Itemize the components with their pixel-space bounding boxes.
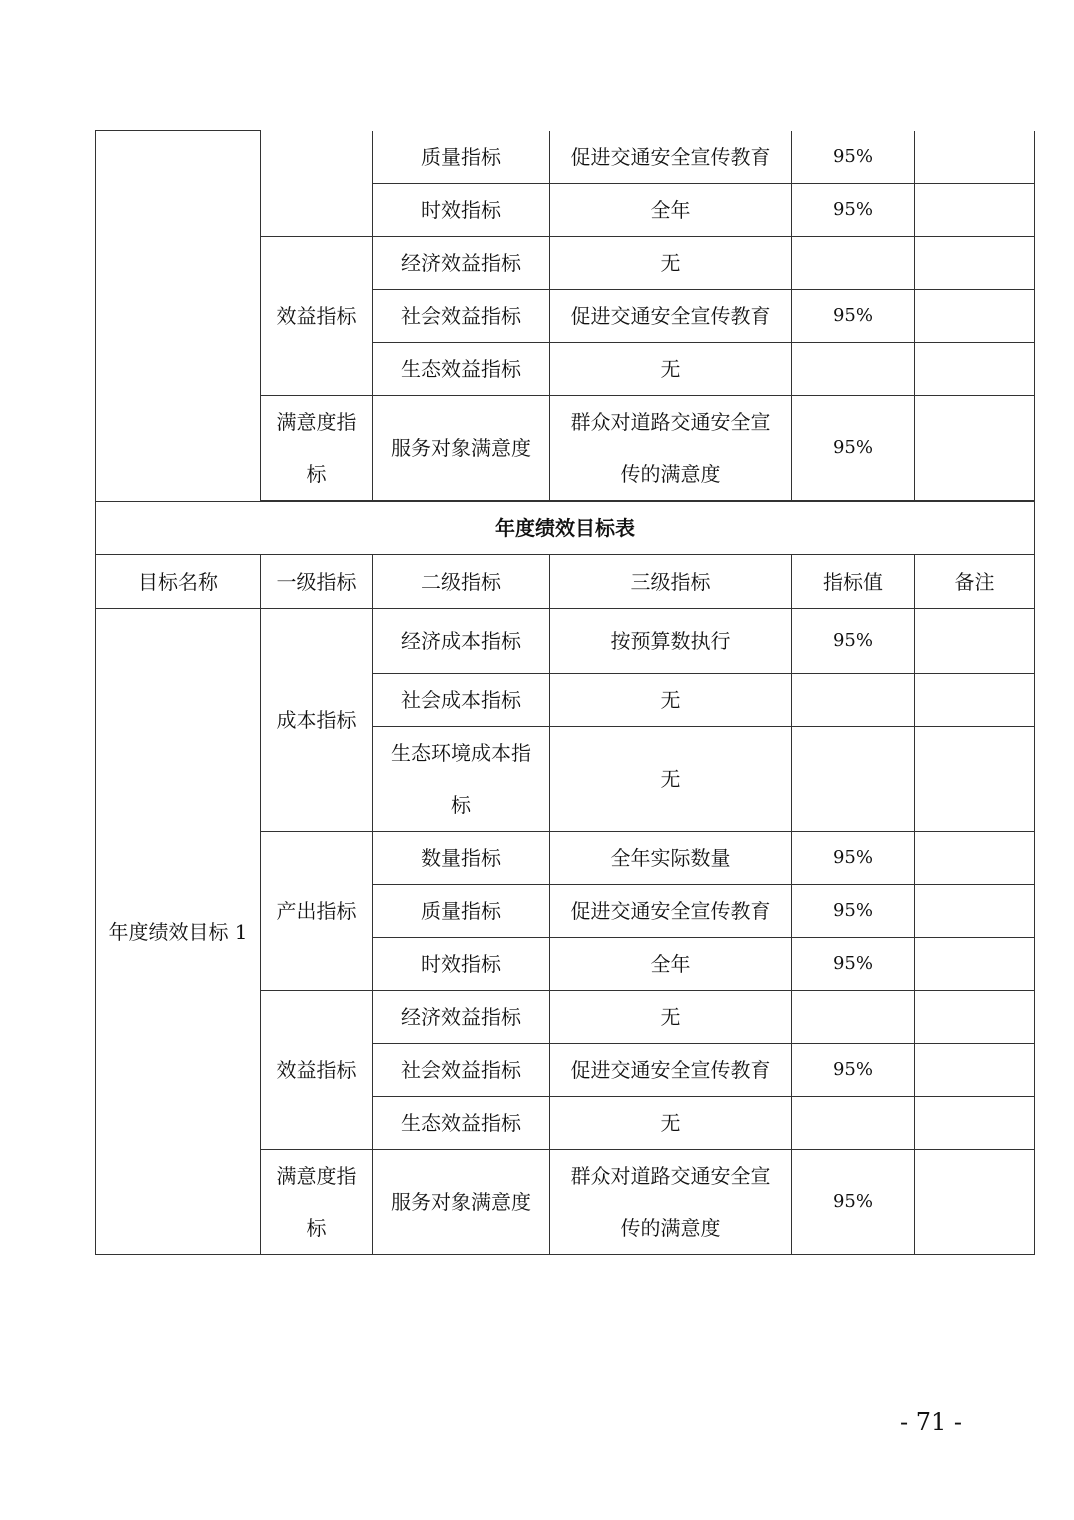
note-cell (915, 343, 1035, 396)
note-cell (915, 131, 1035, 184)
level3-cell: 按预算数执行 (550, 609, 792, 674)
level2-line: 标 (451, 793, 471, 817)
level3-cell: 促进交通安全宣传教育 (550, 131, 792, 184)
note-cell (915, 290, 1035, 343)
level1-cell (261, 1150, 373, 1255)
level2-cell: 时效指标 (373, 938, 550, 991)
value-cell (792, 237, 915, 290)
value-cell: 95% (792, 885, 915, 938)
level3-cell: 全年 (550, 938, 792, 991)
table-row (96, 131, 1035, 184)
level3-cell: 无 (550, 1097, 792, 1150)
performance-table (95, 130, 1035, 1255)
value-cell: 95% (792, 131, 915, 184)
value-cell: 95% (792, 396, 915, 501)
note-cell (915, 1150, 1035, 1255)
level3-line: 群众对道路交通安全宣 (570, 410, 771, 434)
value-cell: 95% (792, 290, 915, 343)
header-level2: 二级指标 (373, 555, 550, 609)
level1-cell: 成本指标 (261, 609, 373, 832)
level1-cell: 产出指标 (261, 832, 373, 991)
level2-cell: 数量指标 (373, 832, 550, 885)
header-goal-name: 目标名称 (96, 555, 261, 609)
level3-cell: 无 (550, 237, 792, 290)
level1-line: 标 (306, 1216, 327, 1240)
level2-cell: 服务对象满意度 (373, 396, 550, 501)
table-title: 年度绩效目标表 (96, 502, 1035, 555)
header-row (96, 555, 1035, 609)
level3-cell: 促进交通安全宣传教育 (550, 885, 792, 938)
note-cell (915, 991, 1035, 1044)
level2-cell: 经济效益指标 (373, 237, 550, 290)
note-cell (915, 184, 1035, 237)
goal-name-cell-continued (96, 131, 261, 502)
goal-name-cell: 年度绩效目标 1 (96, 609, 261, 1255)
level2-cell: 服务对象满意度 (373, 1150, 550, 1255)
level2-cell (373, 727, 550, 832)
level3-line: 传的满意度 (620, 1216, 721, 1240)
header-value: 指标值 (792, 555, 915, 609)
level2-cell: 社会成本指标 (373, 674, 550, 727)
note-cell (915, 938, 1035, 991)
header-level1: 一级指标 (261, 555, 373, 609)
level3-cell (550, 396, 792, 501)
level3-line: 传的满意度 (620, 462, 721, 486)
level3-cell: 促进交通安全宣传教育 (550, 290, 792, 343)
value-cell (792, 1097, 915, 1150)
value-cell: 95% (792, 832, 915, 885)
level1-cell-continued (261, 131, 373, 237)
level3-cell: 无 (550, 674, 792, 727)
value-cell: 95% (792, 1044, 915, 1097)
value-cell: 95% (792, 1150, 915, 1255)
level3-cell: 无 (550, 727, 792, 832)
level3-cell: 无 (550, 991, 792, 1044)
level2-cell: 经济成本指标 (373, 609, 550, 674)
value-cell (792, 343, 915, 396)
table-row (96, 609, 1035, 674)
level2-cell: 质量指标 (373, 885, 550, 938)
value-cell: 95% (792, 938, 915, 991)
level1-cell: 效益指标 (261, 991, 373, 1150)
level2-cell: 社会效益指标 (373, 1044, 550, 1097)
value-cell: 95% (792, 184, 915, 237)
level3-cell: 全年实际数量 (550, 832, 792, 885)
level1-line: 满意度指 (276, 1164, 357, 1188)
level3-cell: 无 (550, 343, 792, 396)
level1-cell (261, 396, 373, 501)
level1-line: 标 (306, 462, 327, 486)
level2-cell: 社会效益指标 (373, 290, 550, 343)
value-cell (792, 674, 915, 727)
note-cell (915, 237, 1035, 290)
header-level3: 三级指标 (550, 555, 792, 609)
value-cell (792, 991, 915, 1044)
note-cell (915, 885, 1035, 938)
level2-cell: 生态效益指标 (373, 1097, 550, 1150)
level3-cell: 全年 (550, 184, 792, 237)
note-cell (915, 609, 1035, 674)
value-cell (792, 727, 915, 832)
note-cell (915, 674, 1035, 727)
note-cell (915, 727, 1035, 832)
level2-cell: 生态效益指标 (373, 343, 550, 396)
note-cell (915, 1044, 1035, 1097)
page-number: - 71 - (900, 1408, 963, 1436)
note-cell (915, 396, 1035, 501)
level2-line: 生态环境成本指 (391, 741, 531, 765)
note-cell (915, 1097, 1035, 1150)
level1-cell: 效益指标 (261, 237, 373, 396)
table-row (96, 502, 1035, 555)
level3-line: 群众对道路交通安全宣 (570, 1164, 771, 1188)
header-note: 备注 (915, 555, 1035, 609)
value-cell: 95% (792, 609, 915, 674)
level1-line: 满意度指 (276, 410, 357, 434)
level2-cell: 经济效益指标 (373, 991, 550, 1044)
note-cell (915, 832, 1035, 885)
level3-cell: 促进交通安全宣传教育 (550, 1044, 792, 1097)
level2-cell: 时效指标 (373, 184, 550, 237)
level2-cell: 质量指标 (373, 131, 550, 184)
level3-cell (550, 1150, 792, 1255)
